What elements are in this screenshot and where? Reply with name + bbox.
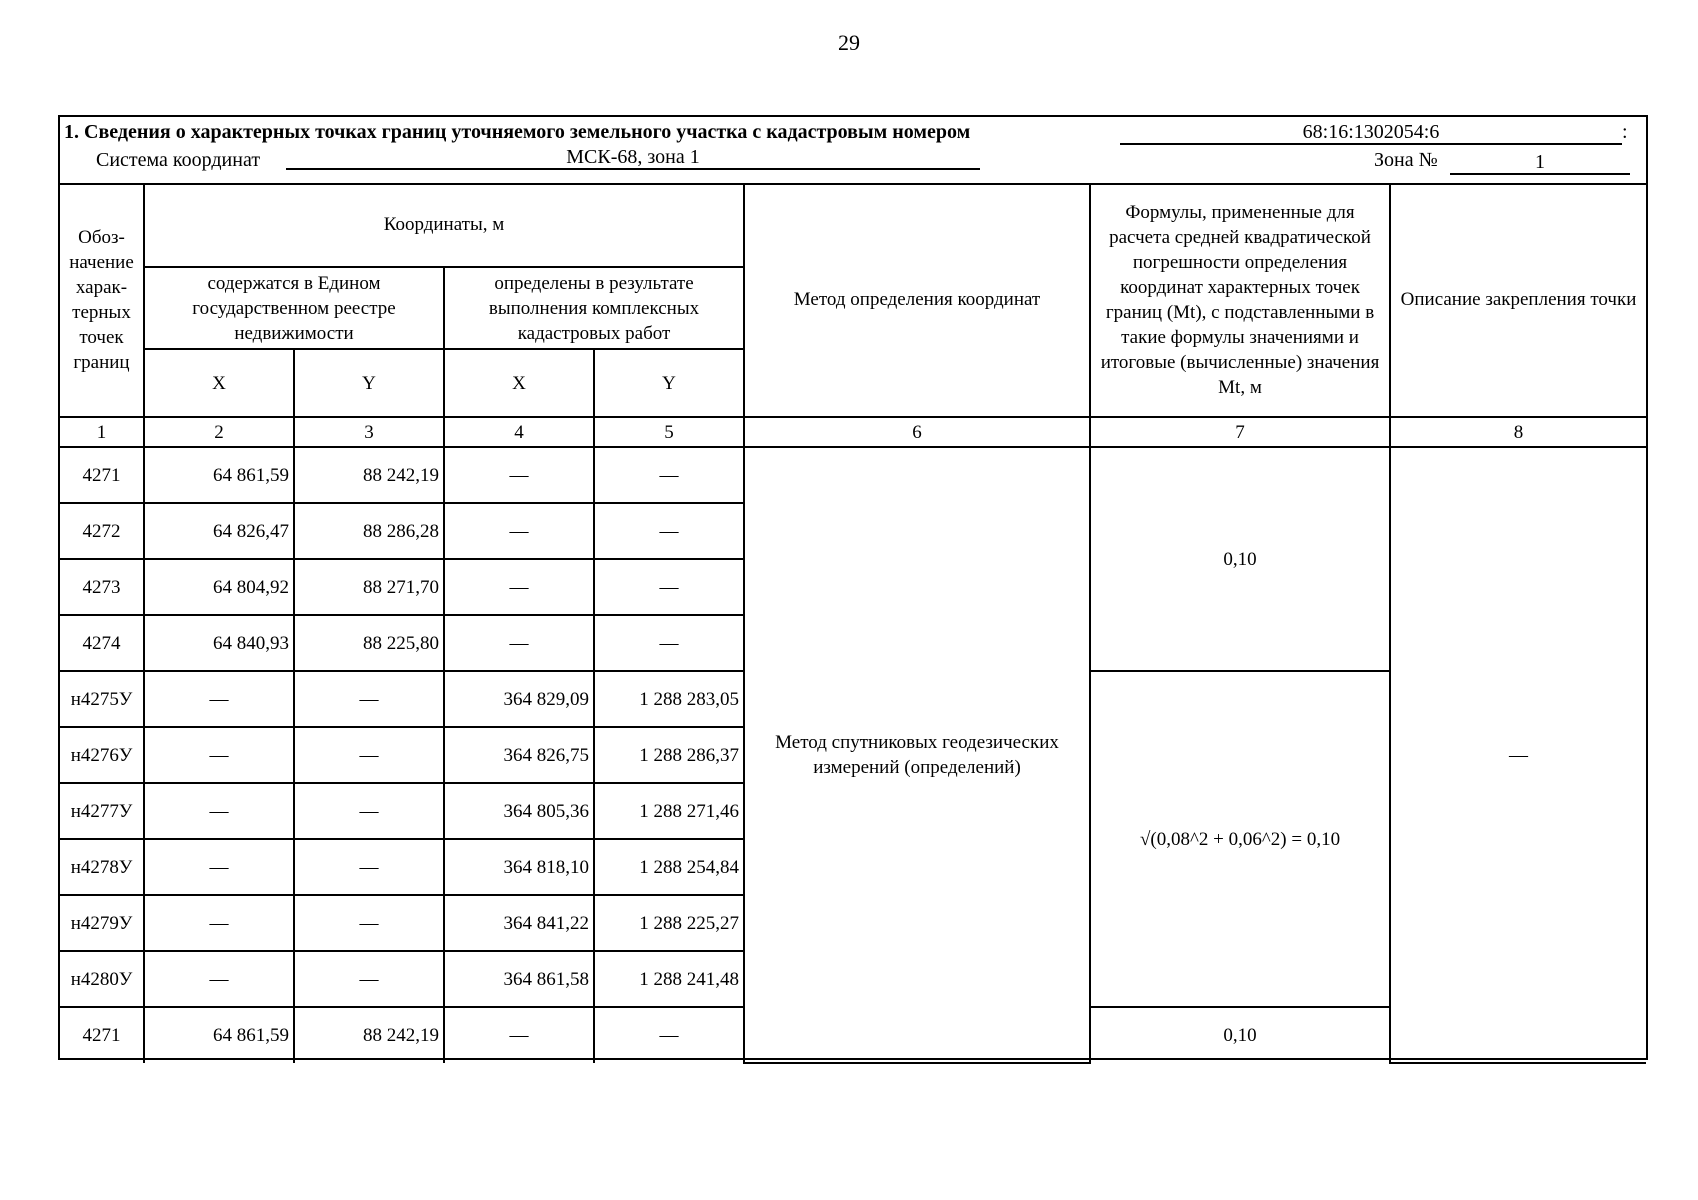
- x-egrn: —: [144, 783, 294, 839]
- x-egrn: —: [144, 951, 294, 1007]
- col-header-y-determined: Y: [594, 349, 744, 417]
- x-determined: 364 841,22: [444, 895, 594, 951]
- point-id: н4277У: [60, 783, 144, 839]
- col-header-method: Метод определения координат: [744, 183, 1090, 417]
- table-header-block: [60, 117, 1646, 185]
- point-id: 4274: [60, 615, 144, 671]
- x-egrn: —: [144, 895, 294, 951]
- y-determined: —: [594, 559, 744, 615]
- x-egrn: 64 804,92: [144, 559, 294, 615]
- x-egrn: —: [144, 839, 294, 895]
- method-value: Метод спутниковых геодезических измерений (определений): [744, 447, 1090, 1063]
- point-id: н4278У: [60, 839, 144, 895]
- y-determined: —: [594, 615, 744, 671]
- point-id: н4275У: [60, 671, 144, 727]
- y-egrn: 88 242,19: [294, 1007, 444, 1063]
- section-title: 1. Сведения о характерных точках границ уточняемого земельного участка с кадастровым номером: [64, 121, 971, 143]
- column-numbers-row: [60, 417, 1646, 447]
- y-determined: 1 288 241,48: [594, 951, 744, 1007]
- page-number: 29: [838, 30, 860, 55]
- x-determined: —: [444, 447, 594, 503]
- point-id: н4279У: [60, 895, 144, 951]
- x-egrn: —: [144, 727, 294, 783]
- x-determined: 364 829,09: [444, 671, 594, 727]
- x-egrn: 64 861,59: [144, 1007, 294, 1063]
- mt-value-2: √(0,08^2 + 0,06^2) = 0,10: [1090, 671, 1390, 1007]
- y-egrn: 88 286,28: [294, 503, 444, 559]
- col-header-egrn: содержатся в Едином государственном реестре недвижимости: [144, 267, 444, 349]
- x-egrn: —: [144, 671, 294, 727]
- cadastral-table-frame: [58, 115, 1648, 1060]
- y-egrn: —: [294, 951, 444, 1007]
- col-header-designation: Обоз-начение харак-терных точек границ: [60, 183, 144, 417]
- y-determined: 1 288 254,84: [594, 839, 744, 895]
- table-row: [60, 447, 1646, 503]
- x-egrn: 64 840,93: [144, 615, 294, 671]
- col-header-formulas: Формулы, примененные для расчета средней квадратической погрешности определения координат характерных точек границ (Mt), с подставленными в такие формулы значениями и итоговые (вычисленные) значения Mt, м: [1090, 183, 1390, 417]
- point-id: 4272: [60, 503, 144, 559]
- x-egrn: 64 826,47: [144, 503, 294, 559]
- colon: :: [1622, 121, 1628, 143]
- x-determined: —: [444, 1007, 594, 1063]
- x-determined: —: [444, 615, 594, 671]
- point-id: 4271: [60, 1007, 144, 1063]
- col-number: 7: [1090, 417, 1390, 447]
- col-number: 1: [60, 417, 144, 447]
- y-determined: 1 288 286,37: [594, 727, 744, 783]
- description-value: —: [1390, 447, 1646, 1063]
- y-determined: 1 288 271,46: [594, 783, 744, 839]
- col-header-coordinates: Координаты, м: [144, 183, 744, 267]
- points-table: [60, 183, 1646, 1064]
- col-header-x-determined: X: [444, 349, 594, 417]
- y-determined: —: [594, 1007, 744, 1063]
- col-number: 2: [144, 417, 294, 447]
- y-determined: 1 288 225,27: [594, 895, 744, 951]
- point-id: 4273: [60, 559, 144, 615]
- x-determined: —: [444, 503, 594, 559]
- col-number: 3: [294, 417, 444, 447]
- col-header-description: Описание закрепления точки: [1390, 183, 1646, 417]
- mt-value-1: 0,10: [1090, 447, 1390, 671]
- y-egrn: 88 242,19: [294, 447, 444, 503]
- col-header-x-egrn: X: [144, 349, 294, 417]
- coord-system-value: МСК-68, зона 1: [286, 146, 980, 170]
- col-number: 5: [594, 417, 744, 447]
- zone-label: Зона №: [1374, 149, 1438, 171]
- x-determined: 364 818,10: [444, 839, 594, 895]
- y-egrn: —: [294, 839, 444, 895]
- col-header-determined: определены в результате выполнения комплексных кадастровых работ: [444, 267, 744, 349]
- point-id: 4271: [60, 447, 144, 503]
- x-determined: 364 805,36: [444, 783, 594, 839]
- mt-value-3: 0,10: [1090, 1007, 1390, 1063]
- y-determined: —: [594, 447, 744, 503]
- y-determined: 1 288 283,05: [594, 671, 744, 727]
- y-egrn: 88 225,80: [294, 615, 444, 671]
- col-header-y-egrn: Y: [294, 349, 444, 417]
- coord-system-label: Система координат: [96, 149, 261, 171]
- y-egrn: —: [294, 783, 444, 839]
- col-number: 4: [444, 417, 594, 447]
- y-egrn: 88 271,70: [294, 559, 444, 615]
- point-id: н4276У: [60, 727, 144, 783]
- zone-value: 1: [1450, 151, 1630, 175]
- y-egrn: —: [294, 671, 444, 727]
- x-egrn: 64 861,59: [144, 447, 294, 503]
- cadastral-number: 68:16:1302054:6: [1120, 121, 1622, 145]
- y-egrn: —: [294, 727, 444, 783]
- y-egrn: —: [294, 895, 444, 951]
- y-determined: —: [594, 503, 744, 559]
- x-determined: —: [444, 559, 594, 615]
- col-number: 6: [744, 417, 1090, 447]
- col-number: 8: [1390, 417, 1646, 447]
- point-id: н4280У: [60, 951, 144, 1007]
- x-determined: 364 826,75: [444, 727, 594, 783]
- x-determined: 364 861,58: [444, 951, 594, 1007]
